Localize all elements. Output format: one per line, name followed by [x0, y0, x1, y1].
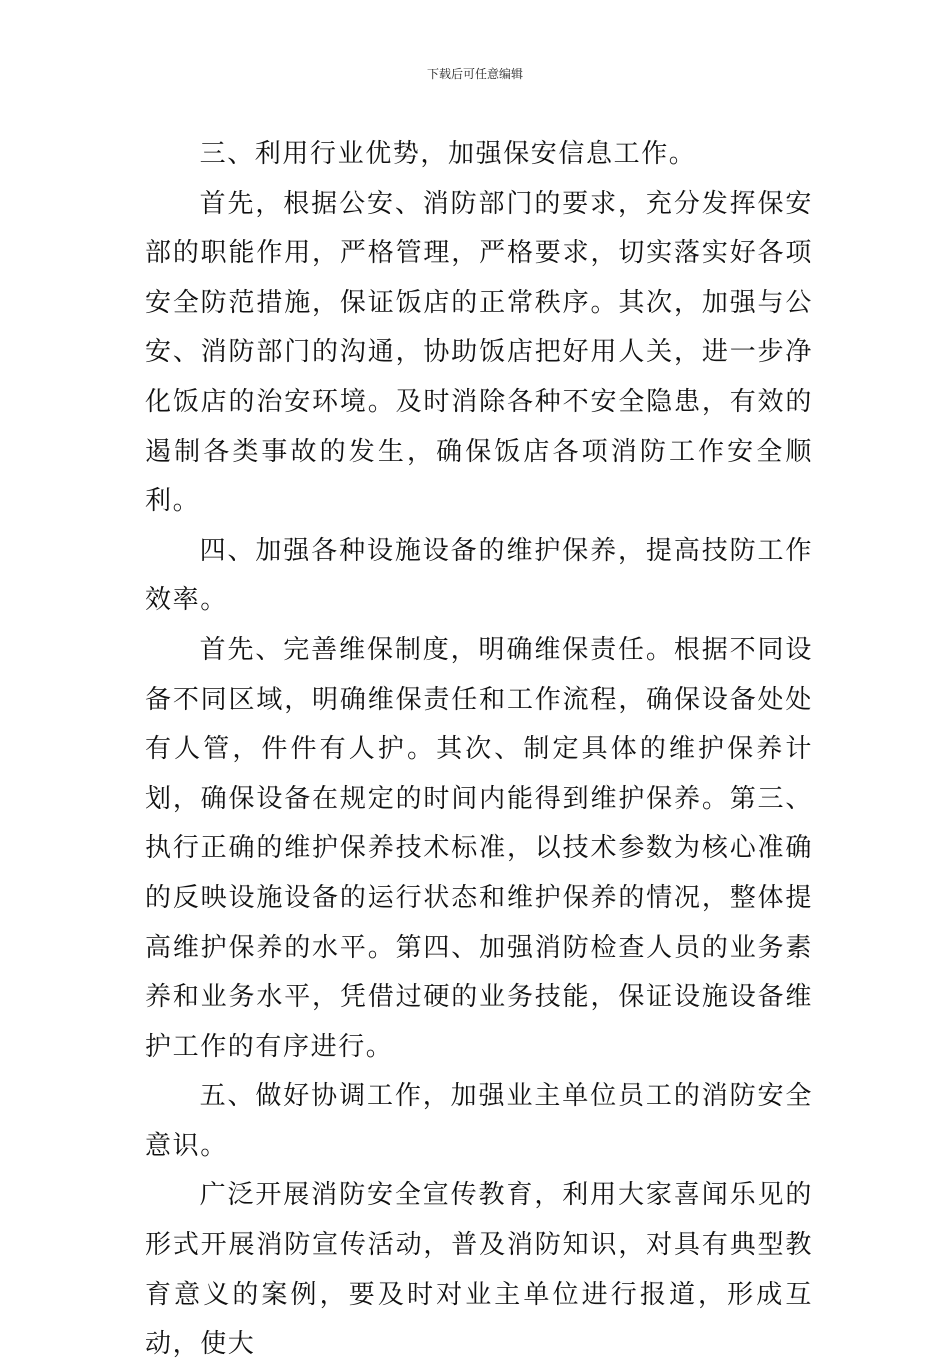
heading-section-3: 三、利用行业优势，加强保安信息工作。	[199, 139, 697, 169]
paragraph-section-4: 首先、完善维保制度，明确维保责任。根据不同设备不同区域，明确维保责任和工作流程，确保设备处处有人管，件件有人护。其次、制定具体的维护保养计划，确保设备在规定的时间内能得到维护保养。第三、执行正确的维护保养技术标准，以技术参数为核心准确的反映设施设备的运行状态和维护保养的情况，整体提高维护保养的水平。第四、加强消防检查人员的业务素养和业务水平，凭借过硬的业务技能，保证设施设备维护工作的有序进行。	[145, 634, 813, 1062]
heading-section-4: 四、加强各种设施设备的维护保养，提高技防工作效率。	[145, 535, 813, 616]
paragraph-section-3: 首先，根据公安、消防部门的要求，充分发挥保安部的职能作用，严格管理，严格要求，切实落实好各项安全防范措施，保证饭店的正常秩序。其次，加强与公安、消防部门的沟通，协助饭店把好用人关，进一步净化饭店的治安环境。及时消除各种不安全隐患，有效的遏制各类事故的发生，确保饭店各项消防工作安全顺利。	[145, 188, 813, 517]
page-header: 下载后可任意编辑	[426, 67, 523, 81]
document-body	[145, 130, 813, 1370]
paragraph-section-5: 广泛开展消防安全宣传教育，利用大家喜闻乐见的形式开展消防宣传活动，普及消防知识，对具有典型教育意义的案例，要及时对业主单位进行报道，形成互动，使大	[145, 1180, 813, 1360]
heading-section-5: 五、做好协调工作，加强业主单位员工的消防安全意识。	[145, 1081, 813, 1161]
